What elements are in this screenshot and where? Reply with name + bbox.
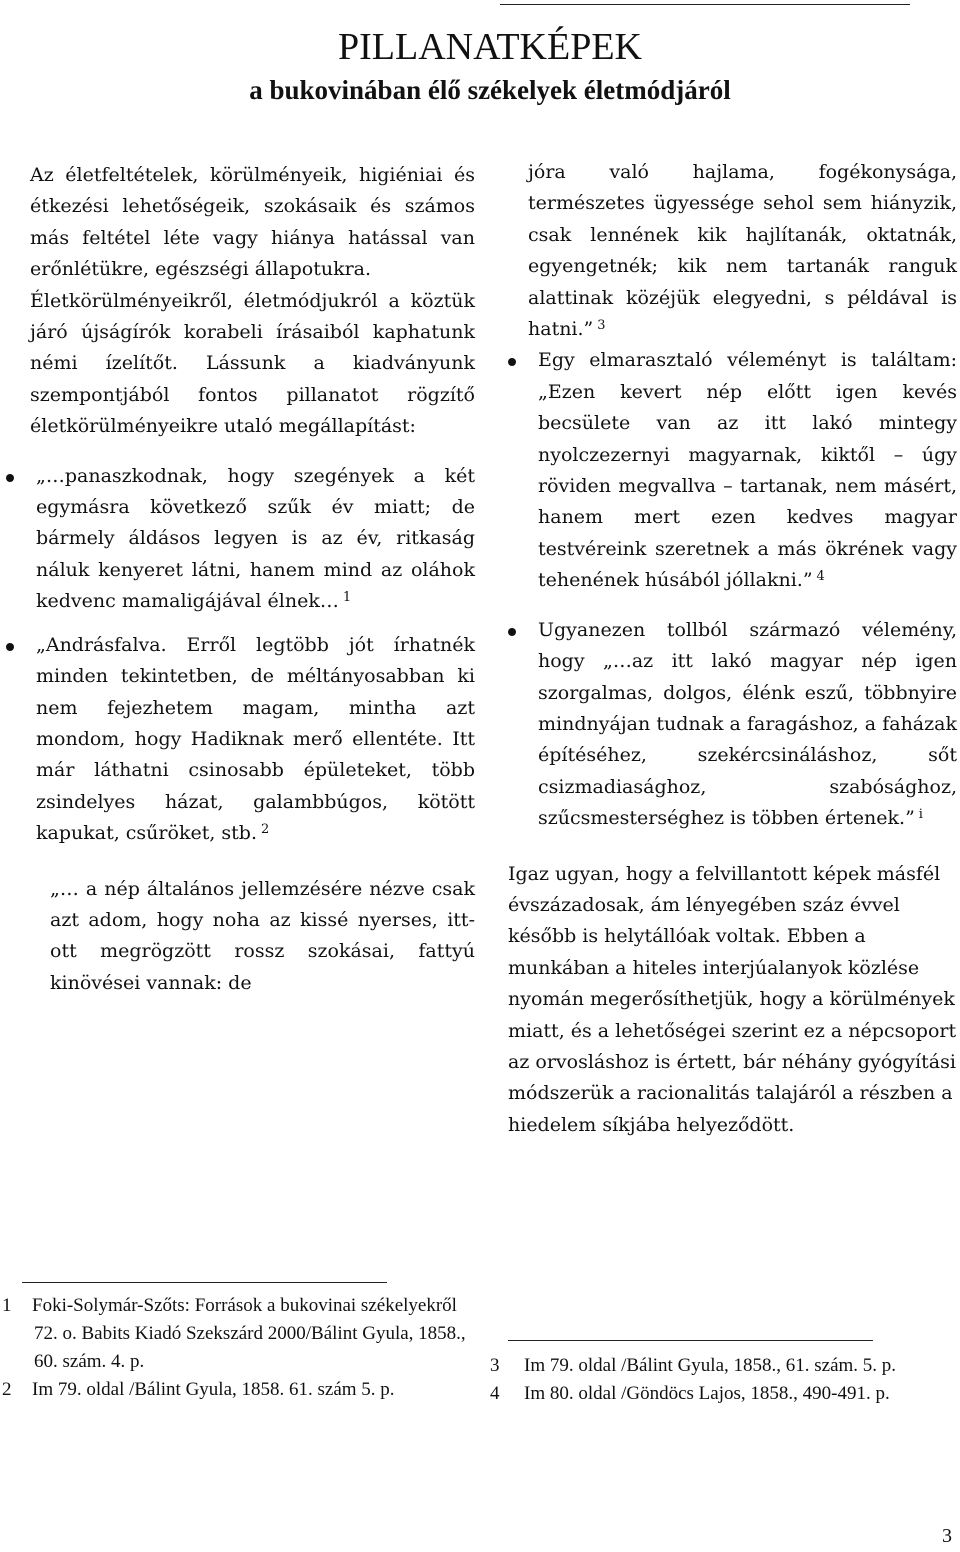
footnote-rule-left xyxy=(22,1282,387,1283)
quote-continuation-text: jóra való hajlama, fogékonysága, természetes ügyessége sehol sem hiányzik, csak lennének kik hajlítanák, oktatnák, egyengetnék; kik nem tartanák ranguk alattinak közéjük elegyedni, s példával is hatni.” xyxy=(528,161,957,341)
footnote-3-text: Im 79. oldal /Bálint Gyula, 1858., 61. szám. 5. p. xyxy=(524,1355,897,1376)
bullet-quote-4 xyxy=(532,615,957,835)
bullet-quote-3-text: Egy elmarasztaló véleményt is találtam: „Ezen kevert nép előtt igen kevés becsülete van az itt lakó mintegy nyolczezernyi magyarnak, kiktől – úgy röviden megvallva – tartanak, nem másért, hanem mert ezen kedves magyar testvéreink szeretnek a más ökrének vagy tehenének húsából jóllakni.” xyxy=(538,349,957,592)
footnote-4 xyxy=(490,1380,946,1408)
bullet-quote-3 xyxy=(532,345,957,596)
footnote-ref-4: 4 xyxy=(816,569,825,585)
page-title: PILLANATKÉPEK xyxy=(338,26,642,68)
footnote-ref-1: 1 xyxy=(342,590,352,606)
footnote-ref-3: 3 xyxy=(597,318,606,334)
footnote-3-num: 3 xyxy=(490,1355,500,1376)
bullet-quote-2 xyxy=(30,630,475,850)
page-number: 3 xyxy=(942,1525,952,1547)
bullet-quote-2-text: „Andrásfalva. Erről legtöbb jót írhatnék minden tekintetben, de méltányosabban ki nem fejezhetem magam, mintha azt mondom, hogy Hadiknak merő ellentéte. Itt már láthatni csinosabb épületeket, több zsindelyes házat, galambbúgos, kötött kapukat, csűröket, stb. xyxy=(36,633,475,845)
footnote-ref-2: 2 xyxy=(261,822,270,838)
footnote-1-text: Foki-Solymár-Szőts: Források a bukovinai székelyekről 72. o. Babits Kiadó Szekszárd 2000/Bálint Gyula, 1858., 60. szám. 4. p. xyxy=(32,1295,466,1372)
footnotes-left xyxy=(2,1292,468,1404)
right-column xyxy=(508,157,957,1141)
footnote-1 xyxy=(2,1292,468,1376)
footnote-4-num: 4 xyxy=(490,1383,500,1404)
bullet-quote-4-text: Ugyanezen tollból származó vélemény, hogy „…az itt lakó magyar nép igen szorgalmas, dolgos, élénk eszű, többnyire mindnyájan tudnak a faragáshoz, a faházak építéséhez, szekércsináláshoz, sőt csizmadiasághoz, szabósághoz, szűcsmesterséghez is többen értenek.” xyxy=(538,618,957,830)
intro-paragraph: Az életfeltételek, körülményeik, higiéniai és étkezési lehetőségeik, szokásaik és számos más feltétel léte vagy hiánya hatással van erőnlétükre, egészségi állapotukra. xyxy=(30,164,475,281)
footnote-1-num: 1 xyxy=(2,1295,12,1316)
second-paragraph: Életkörülményeikről, életmódjukról a köztük járó újságírók korabeli írásaiból kaphatunk némi ízelítőt. Lássunk a kiadványunk szempontjából fontos pillanatot rögzítő életkörülményeikre utaló megállapítást: xyxy=(30,289,475,438)
footnote-3 xyxy=(490,1352,946,1380)
footnote-2-text: Im 79. oldal /Bálint Gyula, 1858. 61. szám 5. p. xyxy=(32,1379,395,1400)
footnotes-right xyxy=(490,1352,946,1408)
left-column xyxy=(30,160,475,999)
footnote-2-num: 2 xyxy=(2,1379,12,1400)
footnote-ref-i: i xyxy=(918,807,923,823)
bullet-quote-1-text: „…panaszkodnak, hogy szegények a két egymásra következő szűk év miatt; de bármely áldásos legyen is az év, ritkaság náluk kenyeret látni, hanem mind az oláhok kedvenc mamaligájával élnek… xyxy=(36,464,475,613)
page-subtitle: a bukovinában élő székelyek életmódjáról xyxy=(249,75,731,105)
bullet-quote-1 xyxy=(30,461,475,618)
footnote-rule-right xyxy=(508,1340,873,1341)
footnote-4-text: Im 80. oldal /Göndöcs Lajos, 1858., 490-491. p. xyxy=(524,1383,890,1404)
closing-paragraph: Igaz ugyan, hogy a felvillantott képek másfél évszázadosak, ám lényegében száz évvel később is helytállóak voltak. Ebben a munkában a hiteles interjúalanyok közlése nyomán megerősíthetjük, hogy a körülmények miatt, és a lehetőségei szerint ez a népcsoport az orvosláshoz is értett, bár néhány gyógyítási módszerük a racionalitás talajáról a részben a hiedelem síkjába helyeződött. xyxy=(508,862,957,1136)
top-rule xyxy=(500,4,910,5)
continued-quote: „… a nép általános jellemzésére nézve csak azt adom, hogy noha az kissé nyerses, itt-ott megrögzött rossz szokásai, fattyú kinövései vannak: de xyxy=(50,877,475,994)
quote-continuation xyxy=(508,157,957,345)
footnote-2 xyxy=(2,1376,468,1404)
